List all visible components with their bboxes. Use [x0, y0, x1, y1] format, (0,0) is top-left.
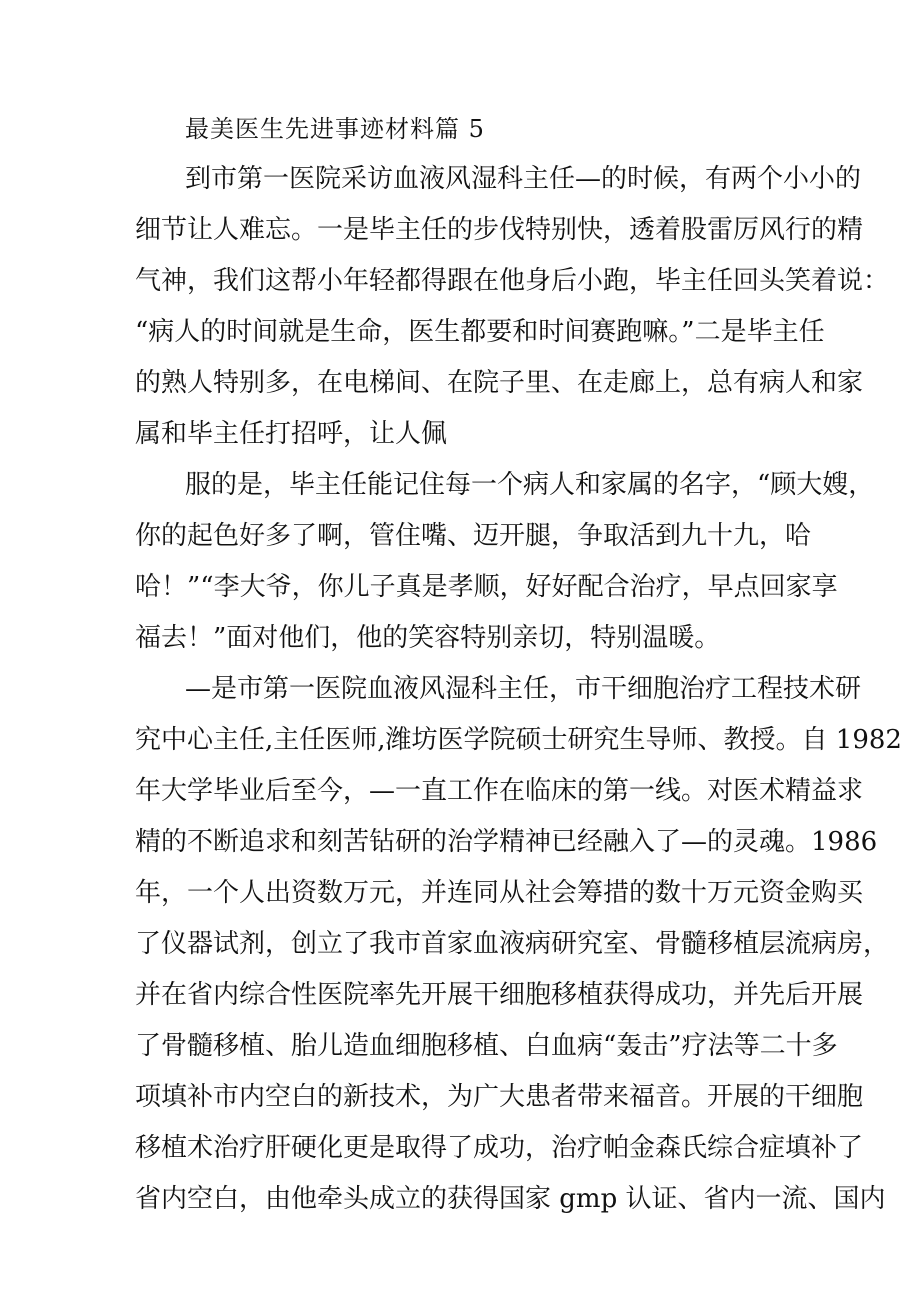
paragraph-3-line-5: 年，一个人出资数万元，并连同从社会筹措的数十万元资金购买: [135, 878, 864, 908]
paragraph-1-line-2: 细节让人难忘。一是毕主任的步伐特别快，透着股雷厉风行的精: [135, 215, 864, 245]
paragraph-3-line-6: 了仪器试剂，创立了我市首家血液病研究室、骨髓移植层流病房，: [135, 929, 890, 959]
paragraph-2-line-1: 服的是，毕主任能记住每一个病人和家属的名字，“顾大嫂，: [185, 470, 875, 500]
paragraph-1-line-4: “病人的时间就是生命，医生都要和时间赛跑嘛。”二是毕主任: [135, 317, 825, 347]
paragraph-3-line-8: 了骨髓移植、胎儿造血细胞移植、白血病“轰击”疗法等二十多: [135, 1031, 838, 1061]
paragraph-1-line-6: 属和毕主任打招呼，让人佩: [135, 419, 448, 449]
paragraph-1-line-1: 到市第一医院采访血液风湿科主任—的时候，有两个小小的: [185, 164, 862, 194]
paragraph-2-line-3: 哈！”“李大爷，你儿子真是孝顺，好好配合治疗，早点回家享: [135, 572, 838, 602]
paragraph-3-line-2: 究中心主任,主任医师,潍坊医学院硕士研究生导师、教授。自 1982: [135, 725, 902, 755]
paragraph-3-line-9: 项填补市内空白的新技术，为广大患者带来福音。开展的干细胞: [135, 1082, 864, 1112]
paragraph-1-line-5: 的熟人特别多，在电梯间、在院子里、在走廊上，总有病人和家: [135, 368, 864, 398]
paragraph-3-line-3: 年大学毕业后至今，—一直工作在临床的第一线。对医术精益求: [135, 776, 864, 806]
paragraph-3-line-11: 省内空白，由他牵头成立的获得国家 gmp 认证、省内一流、国内: [135, 1184, 886, 1214]
paragraph-1-line-3: 气神，我们这帮小年轻都得跟在他身后小跑，毕主任回头笑着说：: [135, 266, 890, 296]
document-title: 最美医生先进事迹材料篇 5: [185, 115, 485, 143]
paragraph-2-line-4: 福去！”面对他们，他的笑容特别亲切，特别温暖。: [135, 623, 721, 653]
paragraph-2-line-2: 你的起色好多了啊，管住嘴、迈开腿，争取活到九十九，哈: [135, 521, 812, 551]
paragraph-3-line-4: 精的不断追求和刻苦钻研的治学精神已经融入了—的灵魂。1986: [135, 827, 878, 857]
paragraph-3-line-7: 并在省内综合性医院率先开展干细胞移植获得成功，并先后开展: [135, 980, 864, 1010]
paragraph-3-line-1: —是市第一医院血液风湿科主任，市干细胞治疗工程技术研: [185, 674, 862, 704]
paragraph-3-line-10: 移植术治疗肝硬化更是取得了成功，治疗帕金森氏综合症填补了: [135, 1133, 864, 1163]
